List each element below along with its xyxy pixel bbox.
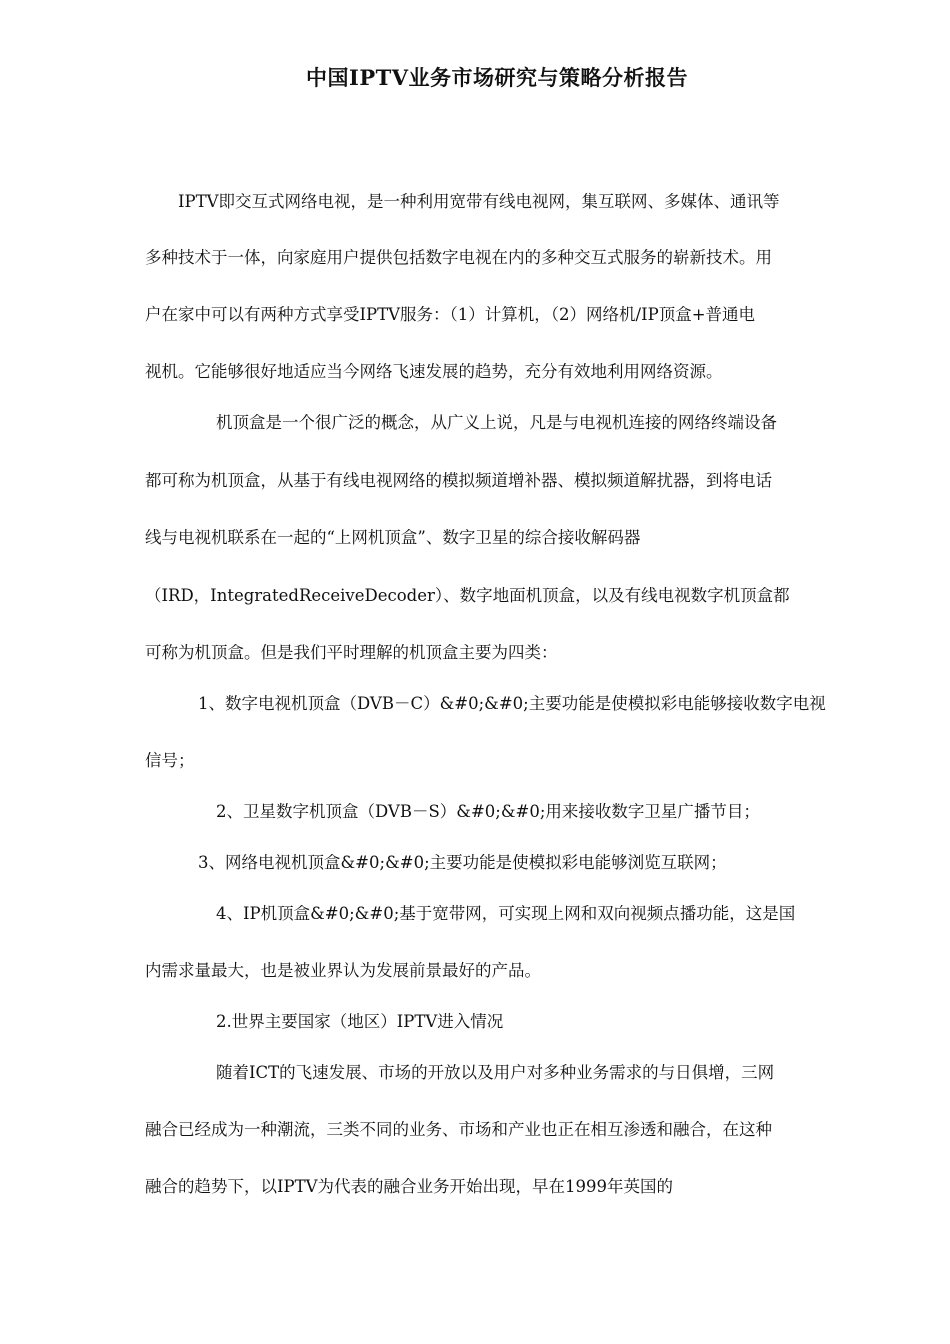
paragraph-line: 随着ICT的飞速发展、市场的开放以及用户对多种业务需求的与日俱增，三网 (216, 1063, 775, 1082)
paragraph-line: 可称为机顶盒。但是我们平时理解的机顶盒主要为四类： (145, 643, 558, 662)
list-item-line: 4、IP机顶盒&#0;&#0;基于宽带网，可实现上网和双向视频点播功能，这是国 (216, 904, 796, 923)
paragraph-line: 视机。它能够很好地适应当今网络飞速发展的趋势，充分有效地利用网络资源。 (145, 362, 723, 381)
list-item-line: 1、数字电视机顶盒（DVB－C）&#0;&#0;主要功能是使模拟彩电能够接收数字电视 (198, 694, 826, 713)
list-item-line: 3、网络电视机顶盒&#0;&#0;主要功能是使模拟彩电能够浏览互联网； (198, 853, 727, 872)
paragraph-line: 户在家中可以有两种方式享受IPTV服务：（1）计算机，（2）网络机/IP顶盒+普通电 (145, 305, 756, 324)
paragraph-line: （IRD，IntegratedReceiveDecoder）、数字地面机顶盒，以及有线电视数字机顶盒都 (145, 586, 790, 605)
section-heading: 2.世界主要国家（地区）IPTV进入情况 (216, 1012, 504, 1031)
document-title: 中国IPTV业务市场研究与策略分析报告 (306, 65, 689, 90)
paragraph-line: 都可称为机顶盒，从基于有线电视网络的模拟频道增补器、模拟频道解扰器，到将电话 (145, 471, 772, 490)
list-item-line: 2、卫星数字机顶盒（DVB－S）&#0;&#0;用来接收数字卫星广播节目； (216, 802, 760, 821)
paragraph-line: 机顶盒是一个很广泛的概念，从广义上说，凡是与电视机连接的网络终端设备 (216, 413, 777, 432)
paragraph-line: 融合的趋势下，以IPTV为代表的融合业务开始出现，早在1999年英国的 (145, 1177, 674, 1196)
paragraph-line: 融合已经成为一种潮流，三类不同的业务、市场和产业也正在相互渗透和融合，在这种 (145, 1120, 772, 1139)
paragraph-line: IPTV即交互式网络电视，是一种利用宽带有线电视网，集互联网、多媒体、通讯等 (178, 192, 780, 211)
list-item-line: 内需求量最大，也是被业界认为发展前景最好的产品。 (145, 961, 541, 980)
list-item-line: 信号； (145, 751, 195, 770)
paragraph-line: 线与电视机联系在一起的“上网机顶盒”、数字卫星的综合接收解码器 (145, 528, 641, 547)
paragraph-line: 多种技术于一体，向家庭用户提供包括数字电视在内的多种交互式服务的崭新技术。用 (145, 248, 772, 267)
